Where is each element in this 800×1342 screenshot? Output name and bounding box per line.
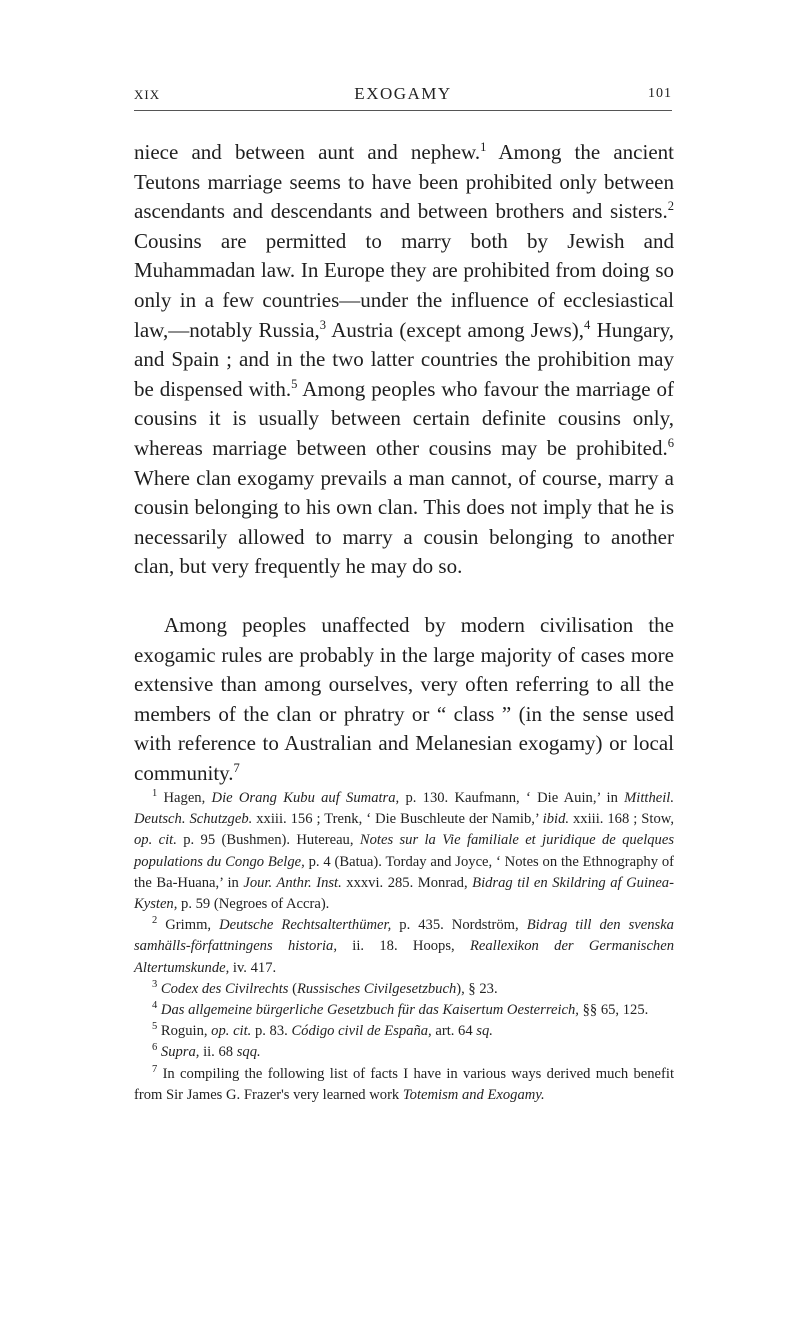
chapter-number: XIX (134, 87, 161, 102)
footnote-title: Código civil de España, (291, 1023, 432, 1040)
footnote-title: Mittheil. Deutsch. Schutzgeb. (134, 790, 674, 828)
paragraph-2 (134, 611, 674, 789)
footnote-title: Das allgemeine bürgerliche Gesetzbuch für das Kaisertum Oesterreich, (160, 1002, 579, 1019)
footnote-text: art. 64 (431, 1023, 477, 1040)
footnote-number: 3 (152, 978, 158, 990)
footnote-text: Grimm, (157, 917, 220, 934)
footnote-text: iv. 417. (229, 959, 277, 976)
footnote-text: Roguin, (157, 1023, 212, 1040)
footnote-title: op. cit. (211, 1023, 252, 1040)
footnote-text: ( (288, 980, 297, 997)
footnote-text: p. 130. Kaufmann, ‘ Die Auin,’ in (399, 790, 625, 806)
footnote-marker: 1 (480, 140, 487, 154)
footnote-number: 1 (152, 788, 158, 800)
text-run: niece and between aunt and nephew. (134, 140, 481, 164)
footnote-text: ii. 68 (199, 1044, 237, 1061)
text-run: Among the ancient Teutons marriage seems to have been prohibited only between ascendants and descendants and between brothers and sisters. (134, 140, 674, 224)
footnote-title: ibid. (542, 811, 570, 828)
footnote-2 (134, 915, 674, 979)
footnote-number: 7 (152, 1063, 158, 1075)
footnote-marker: 6 (667, 435, 674, 450)
footnote-marker: 3 (319, 317, 327, 332)
footnote-text: p. 95 (Bushmen). Hutereau, (176, 832, 360, 849)
footnote-3 (134, 979, 674, 1000)
footnote-marker: 5 (291, 376, 298, 391)
footnote-text: p. 4 (Batua). Torday and Joyce, ‘ Notes on the Ethnography of the Ba-Huana,’ in (134, 853, 674, 891)
footnote-marker: 4 (584, 317, 591, 332)
footnote-text: p. 59 (Negroes of Accra). (177, 896, 330, 913)
footnote-title: sq. (476, 1023, 493, 1040)
footnote-marker: 7 (233, 760, 240, 775)
text-run: Hungary, and Spain ; and in the two latter countries the prohibition may be dispensed with. (134, 317, 674, 401)
footnote-title: Russisches Civilgesetzbuch (296, 980, 457, 997)
footnote-text: xxiii. 156 ; Trenk, ‘ Die Buschleute der Namib,’ (252, 811, 543, 828)
footnote-7 (134, 1064, 674, 1106)
footnote-1 (134, 788, 674, 915)
footnote-title: Bidrag till den svenska samhälls-författningens historia, (134, 917, 674, 955)
footnote-text: ), § 23. (456, 980, 498, 997)
text-run: Among peoples who favour the marriage of cousins it is usually between certain definite cousins only, whereas marriage between other cousins may be prohibited. (134, 376, 674, 460)
footnote-title: Supra, (160, 1044, 200, 1061)
footnote-number: 4 (152, 1000, 158, 1012)
footnote-5 (134, 1021, 674, 1042)
running-header (134, 80, 672, 111)
footnote-title: sqq. (236, 1044, 261, 1061)
footnote-number: 5 (152, 1021, 158, 1033)
text-run: Among peoples unaffected by modern civilisation the exogamic rules are probably in the large majority of cases more extensive than among ourselves, very often referring to all the members of the clan or phratry or “ class ” (in the sense used with reference to Australian and Melanesian exogamy) or local community. (134, 612, 674, 785)
footnote-title: Deutsche Rechtsalterthümer, (219, 917, 392, 934)
footnote-title: Bidrag til en Skildring af Guinea-Kysten, (134, 874, 674, 913)
footnote-4 (134, 1000, 674, 1021)
footnote-marker: 2 (667, 199, 674, 214)
footnote-number: 6 (152, 1042, 158, 1054)
footnote-text: p. 83. (251, 1023, 292, 1040)
running-title: EXOGAMY (354, 84, 452, 103)
footnote-title: Jour. Anthr. Inst. (243, 874, 342, 891)
main-text (134, 138, 674, 788)
footnote-text: §§ 65, 125. (578, 1002, 649, 1019)
footnote-title: Reallexikon der Germanischen Altertumskunde, (134, 938, 675, 976)
footnote-text: xxxvi. 285. Monrad, (341, 874, 473, 891)
text-run: Austria (except among Jews), (326, 317, 585, 342)
text-run: Where clan exogamy prevails a man cannot, of course, marry a cousin belonging to his own clan. This does not imply that he is necessarily allowed to marry a cousin belonging to another clan, but very frequently he may do so. (134, 465, 674, 579)
footnote-title: Die Orang Kubu auf Sumatra, (211, 790, 400, 806)
paragraph-1 (134, 138, 674, 582)
footnote-title: Notes sur la Vie familiale et juridique de quelques populations du Congo Belge, (134, 832, 674, 870)
footnote-title: Totemism and Exogamy. (402, 1086, 545, 1103)
footnote-text: p. 435. Nordström, (391, 917, 527, 934)
footnote-6 (134, 1042, 674, 1063)
footnote-number: 2 (152, 915, 158, 927)
footnote-title: Codex des Civilrechts (160, 980, 289, 997)
footnote-text: In compiling the following list of facts I have in various ways derived much benefit from Sir James G. Frazer's very learned work (134, 1065, 674, 1103)
footnote-text: xxiii. 168 ; Stow, (569, 811, 674, 828)
footnotes (134, 788, 674, 1106)
footnote-title: op. cit. (134, 832, 177, 849)
page-number: 101 (648, 86, 672, 101)
footnote-text: Hagen, (157, 790, 212, 806)
footnote-text: ii. 18. Hoops, (337, 938, 470, 955)
text-run: Cousins are permitted to marry both by Jewish and Muhammadan law. In Europe they are prohibited from doing so only in a few countries—under the influence of ecclesiastical law,—notably Russia, (134, 228, 674, 342)
